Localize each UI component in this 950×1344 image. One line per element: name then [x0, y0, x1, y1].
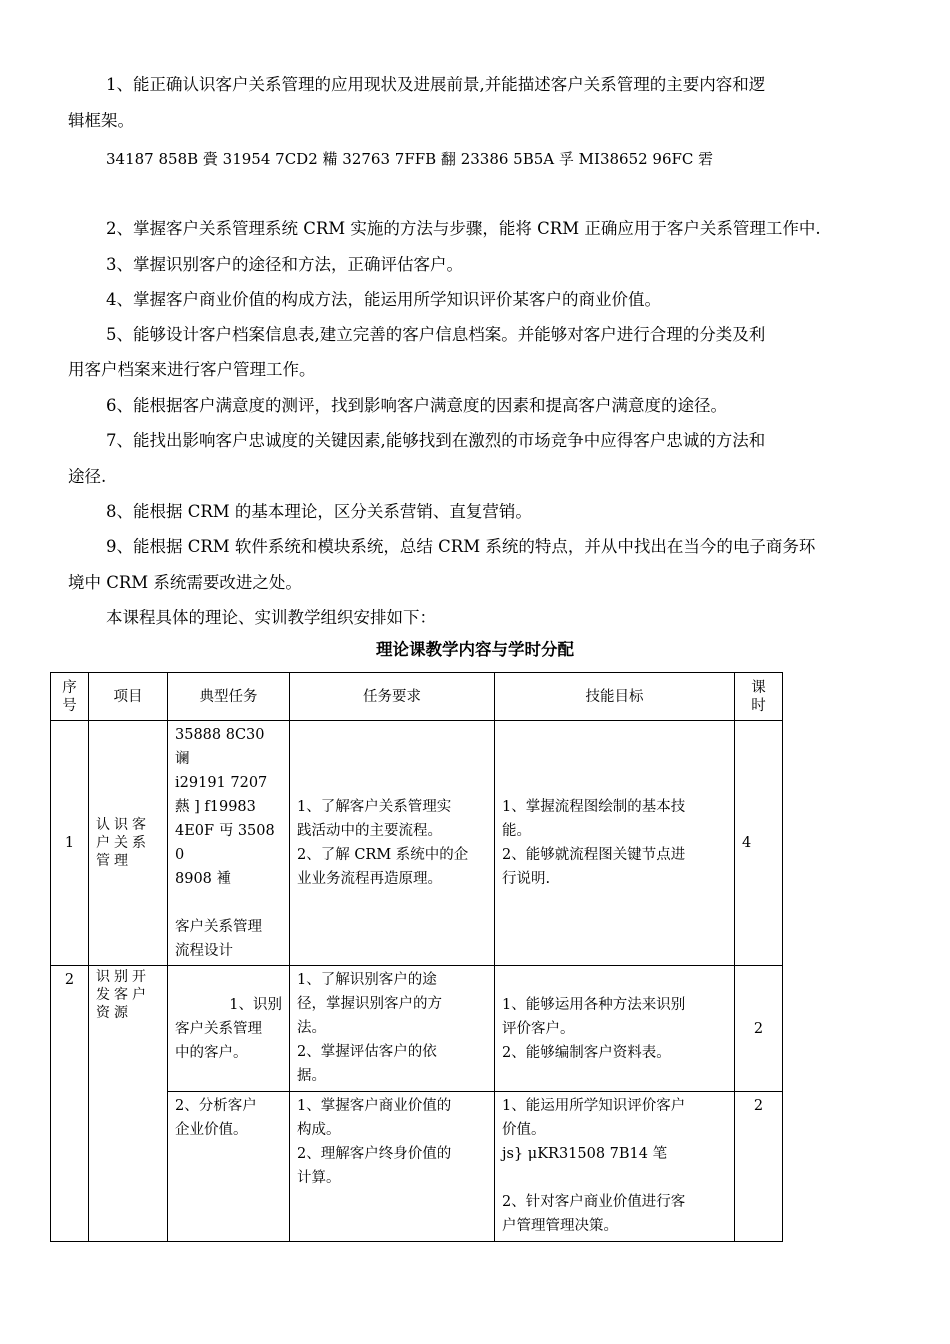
row-requirement: [290, 1092, 495, 1242]
objective-1: 1、能正确认识客户关系管理的应用现状及进展前景,并能描述客户关系管理的主要内容和逻: [106, 75, 766, 94]
objective-8: 8、能根据 CRM 的基本理论，区分关系营销、直复营销。: [106, 502, 532, 521]
objective-7-continued: 途径.: [68, 467, 107, 486]
skill-line: js} μKR31508 7B14 笔: [502, 1146, 668, 1162]
task-line: 客户关系管理: [175, 1020, 262, 1037]
skill-line: 2、能够编制客户资料表。: [502, 1044, 671, 1061]
skill-line: 价值。: [502, 1122, 546, 1138]
row-task: [168, 966, 290, 1092]
header-number-line2: 号: [62, 697, 77, 714]
objective-1-continued: 辑框架。: [68, 111, 134, 130]
row-requirement: [290, 721, 495, 966]
header-skill: 技能目标: [495, 673, 735, 721]
skill-line: 2、针对客户商业价值进行客: [502, 1194, 686, 1210]
requirement-line: 1、了解识别客户的途: [297, 972, 437, 988]
row-requirement: [290, 966, 495, 1092]
skill-line: 2、能够就流程图关键节点进: [502, 847, 686, 863]
objective-2: 2、掌握客户关系管理系统 CRM 实施的方法与步骤，能将 CRM 正确应用于客户关系管理工作中.: [106, 219, 821, 238]
requirement-line: 计算。: [297, 1170, 341, 1186]
requirement-line: 1、了解客户关系管理实: [297, 799, 452, 815]
requirement-line: 2、掌握评估客户的依: [297, 1044, 437, 1060]
row-skill: [495, 721, 735, 966]
row-hours: 2: [735, 1092, 783, 1242]
requirement-line: 2、理解客户终身价值的: [297, 1146, 452, 1162]
row-task: [168, 721, 290, 966]
header-hours-line1: 课: [751, 679, 766, 696]
objective-7: 7、能找出影响客户忠诚度的关键因素,能够找到在激烈的市场竞争中应得客户忠诚的方法和: [106, 431, 766, 450]
skill-line: 1、能运用所学知识评价客户: [502, 1098, 686, 1114]
row-hours: 2: [735, 966, 783, 1092]
table-title: 理论课教学内容与学时分配: [376, 640, 574, 659]
header-number: [51, 673, 89, 721]
header-project: 项目: [89, 673, 168, 721]
objective-6: 6、能根据客户满意度的测评，找到影响客户满意度的因素和提高客户满意度的途径。: [106, 396, 727, 415]
task-line: 爇 ] f19983: [175, 799, 256, 815]
requirement-line: 径，掌握识别客户的方: [297, 996, 442, 1012]
objective-5-continued: 用客户档案来进行客户管理工作。: [68, 360, 316, 379]
row-project: 识别开发客户资源: [89, 966, 168, 1242]
row-number: 2: [51, 966, 89, 1242]
task-line-gap: [175, 891, 282, 915]
requirement-line: 践活动中的主要流程。: [297, 823, 442, 839]
garbled-text-line: 34187 858B 賫 31954 7CD2 糒 32763 7FFB 翻 23386 5B5A 孚 MI38652 96FC 雼: [106, 150, 714, 168]
table-intro: 本课程具体的理论、实训教学组织安排如下：: [106, 608, 436, 627]
row-skill: [495, 1092, 735, 1242]
skill-line: 1、能够运用各种方法来识别: [502, 996, 686, 1013]
requirement-line: 业业务流程再造原理。: [297, 871, 442, 887]
task-line: 35888 8C30 谰: [175, 727, 265, 767]
row-task: [168, 1092, 290, 1242]
requirement-line: 构成。: [297, 1122, 341, 1138]
task-line: 1、识别: [214, 996, 282, 1013]
objective-3: 3、掌握识别客户的途径和方法，正确评估客户。: [106, 255, 463, 274]
task-line: 8908 褈: [175, 871, 232, 887]
table-row: [51, 966, 783, 1092]
objective-9: 9、能根据 CRM 软件系统和模块系统，总结 CRM 系统的特点，并从中找出在当今的电子商务环: [106, 537, 816, 556]
skill-line: 能。: [502, 823, 531, 839]
skill-line: 评价客户。: [502, 1020, 575, 1037]
header-task: 典型任务: [168, 673, 290, 721]
requirement-line: 2、了解 CRM 系统中的企: [297, 847, 469, 863]
row-project: 认识客户关系管理: [89, 721, 168, 966]
task-line: 中的客户。: [175, 1044, 248, 1061]
skill-line: 1、掌握流程图绘制的基本技: [502, 799, 686, 815]
task-line: 企业价值。: [175, 1122, 248, 1138]
table-header-row: [51, 673, 783, 721]
task-line: 2、分析客户: [175, 1098, 257, 1114]
task-line: 4E0F 丏 35080: [175, 823, 275, 863]
objective-9-continued: 境中 CRM 系统需要改进之处。: [68, 573, 302, 592]
header-number-line1: 序: [62, 679, 77, 696]
row-number: 1: [51, 721, 89, 966]
objective-5: 5、能够设计客户档案信息表,建立完善的客户信息档案。并能够对客户进行合理的分类及利: [106, 325, 766, 344]
objective-4: 4、掌握客户商业价值的构成方法，能运用所学知识评价某客户的商业价值。: [106, 290, 661, 309]
requirement-line: 法。: [297, 1020, 326, 1036]
skill-line-gap: [502, 1166, 727, 1190]
row-skill: [495, 966, 735, 1092]
skill-line: 行说明.: [502, 871, 551, 887]
header-requirement: 任务要求: [290, 673, 495, 721]
header-hours-line2: 时: [751, 697, 766, 714]
task-line: 客户关系管理: [175, 919, 262, 935]
schedule-table: [50, 672, 783, 1242]
task-line: i29191 7207: [175, 775, 268, 791]
requirement-line: 据。: [297, 1068, 326, 1084]
task-line: 流程设计: [175, 943, 233, 959]
skill-line: 户管理管理决策。: [502, 1218, 618, 1234]
requirement-line: 1、掌握客户商业价值的: [297, 1098, 452, 1114]
row-hours: 4: [735, 721, 783, 966]
table-row: [51, 721, 783, 966]
header-hours: [735, 673, 783, 721]
